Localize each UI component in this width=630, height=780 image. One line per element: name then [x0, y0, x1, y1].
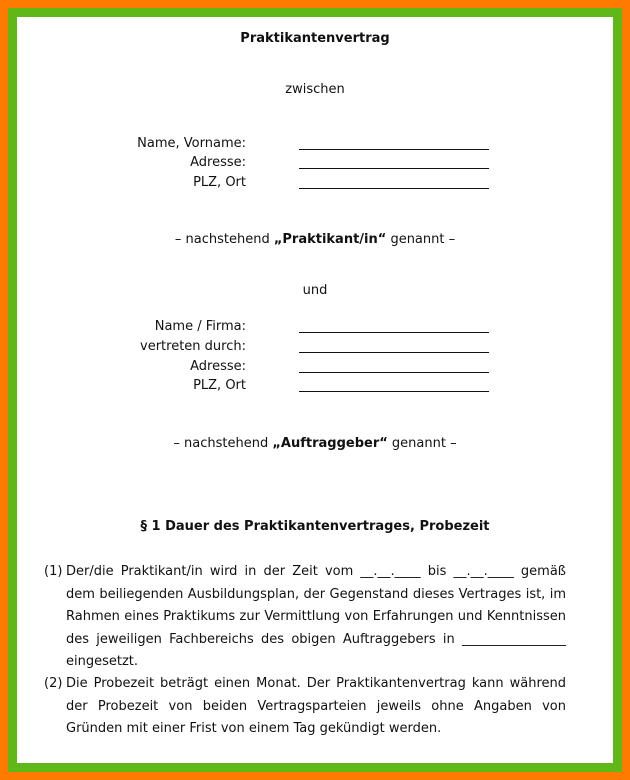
party1-name-line[interactable]	[299, 149, 489, 150]
party1-address-line[interactable]	[299, 168, 489, 169]
party2-address-label: Adresse:	[190, 359, 246, 374]
designation-prefix: – nachstehend	[174, 232, 274, 247]
paragraph-text: Der/die Praktikant/in wird in der Zeit vom __.__.____ bis __.__.____ gemäß dem beiliegenden Ausbildungsplan, der Gegenstand dieses Vertrages ist, im Rahmen eines Praktikums zur Vermittlung von Erfahrungen und Kenntnissen des jeweiligen Fachbereichs des obigen Auftraggebers in ________________ eingesetzt.	[66, 564, 566, 669]
party1-city-line[interactable]	[299, 188, 489, 189]
party1-designation	[17, 232, 613, 247]
party2-address-line[interactable]	[299, 372, 489, 373]
party1-city-label: PLZ, Ort	[193, 175, 246, 190]
between-label: zwischen	[285, 82, 345, 97]
paragraph-1	[44, 561, 566, 674]
party2-representative-label: vertreten durch:	[140, 339, 246, 354]
designation-suffix: genannt –	[386, 232, 456, 247]
party2-company-line[interactable]	[299, 332, 489, 333]
party2-city-label: PLZ, Ort	[193, 378, 246, 393]
paragraph-number: (1)	[44, 564, 63, 579]
designation-term: „Auftraggeber“	[272, 436, 388, 451]
party2-city-line[interactable]	[299, 391, 489, 392]
and-label: und	[302, 283, 328, 298]
party2-company-label: Name / Firma:	[154, 319, 246, 334]
paragraph-number: (2)	[44, 676, 63, 691]
party2-representative-line[interactable]	[299, 352, 489, 353]
party1-name-label: Name, Vorname:	[137, 136, 246, 151]
section1-heading: § 1 Dauer des Praktikantenvertrages, Probezeit	[140, 519, 490, 534]
paragraph-text: Die Probezeit beträgt einen Monat. Der Praktikantenvertrag kann während der Probezeit von beiden Vertragsparteien jeweils ohne Angaben von Gründen mit einer Frist von einem Tag gekündigt werden.	[66, 676, 566, 736]
contract-page	[17, 17, 613, 763]
designation-term: „Praktikant/in“	[273, 232, 387, 247]
party1-address-label: Adresse:	[190, 155, 246, 170]
designation-suffix: genannt –	[387, 436, 457, 451]
party2-designation	[17, 436, 613, 451]
paragraph-2	[44, 673, 566, 741]
document-title: Praktikantenvertrag	[240, 31, 390, 46]
designation-prefix: – nachstehend	[173, 436, 273, 451]
